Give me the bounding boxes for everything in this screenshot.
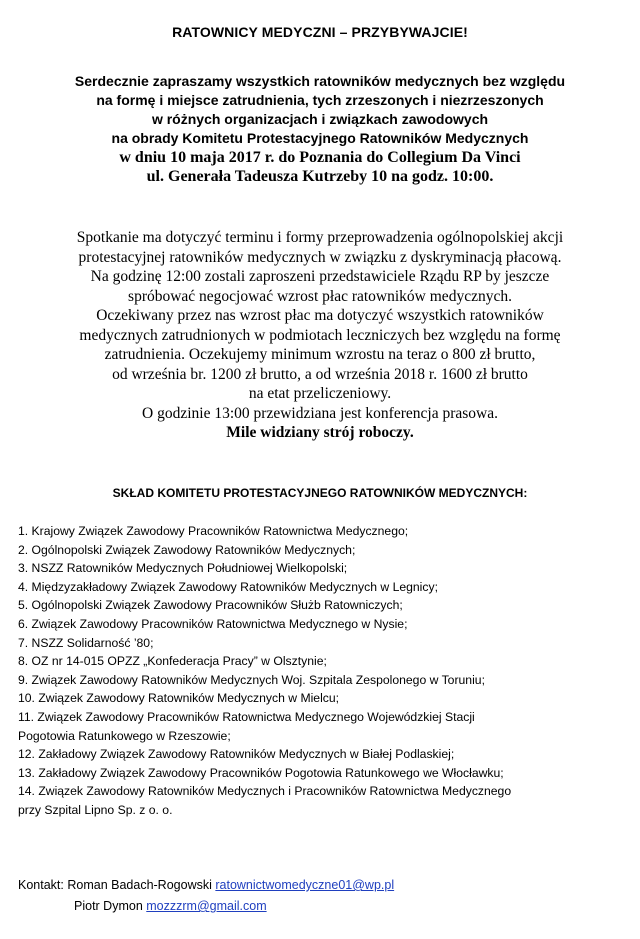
description-line: protestacyjnej ratowników medycznych w związku z dyskryminacją płacową. bbox=[78, 248, 562, 266]
list-item: 13. Zakładowy Związek Zawodowy Pracowników Pogotowia Ratunkowego we Włocławku; bbox=[18, 765, 504, 780]
invitation-line: w różnych organizacjach i związkach zawodowych bbox=[151, 111, 489, 127]
contact-row-1 bbox=[18, 875, 628, 896]
contact-person-name: Roman Badach-Rogowski bbox=[67, 878, 212, 892]
invitation-line: na obrady Komitetu Protestacyjnego Ratowników Medycznych bbox=[111, 130, 529, 146]
list-item: 9. Związek Zawodowy Ratowników Medycznych Woj. Szpitala Zespolonego w Toruniu; bbox=[18, 672, 485, 687]
description-line: O godzinie 13:00 przewidziana jest konferencja prasowa. bbox=[142, 404, 498, 422]
description-line: Spotkanie ma dotyczyć terminu i formy przeprowadzenia ogólnopolskiej akcji bbox=[76, 229, 564, 246]
description-line: od września br. 1200 zł brutto, a od września 2018 r. 1600 zł brutto bbox=[112, 365, 528, 383]
committee-heading: SKŁAD KOMITETU PROTESTACYJNEGO RATOWNIKÓW MEDYCZNYCH: bbox=[112, 486, 528, 500]
description-line: Oczekiwany przez nas wzrost płac ma dotyczyć wszystkich ratowników bbox=[96, 307, 544, 324]
contact-email-link[interactable]: mozzzrm@gmail.com bbox=[146, 899, 267, 913]
dress-code-note: Mile widziany strój roboczy. bbox=[226, 424, 414, 441]
invitation-line: Serdecznie zapraszamy wszystkich ratowników medycznych bez względu bbox=[74, 73, 566, 89]
meeting-description bbox=[0, 228, 640, 443]
list-item: 6. Związek Zawodowy Pracowników Ratownictwa Medycznego w Nysie; bbox=[18, 616, 408, 631]
invitation-line: na formę i miejsce zatrudnienia, tych zrzeszonych i niezrzeszonych bbox=[96, 92, 544, 108]
description-line: na etat przeliczeniowy. bbox=[248, 385, 392, 402]
list-item: 10. Związek Zawodowy Ratowników Medycznych w Mielcu; bbox=[18, 691, 340, 706]
contact-label: Kontakt: bbox=[18, 878, 64, 892]
list-item: 2. Ogólnopolski Związek Zawodowy Ratowników Medycznych; bbox=[18, 542, 356, 557]
invitation-paragraph bbox=[0, 72, 640, 186]
description-line: Na godzinę 12:00 zostali zaproszeni przedstawiciele Rządu RP by jeszcze bbox=[90, 268, 550, 285]
list-item: 12. Zakładowy Związek Zawodowy Ratowników Medycznych w Białej Podlaskiej; bbox=[18, 747, 455, 762]
contact-row-2 bbox=[18, 896, 628, 917]
contact-section bbox=[18, 875, 628, 917]
list-item: przy Szpital Lipno Sp. z o. o. bbox=[18, 802, 173, 817]
list-item: 7. NSZZ Solidarność ’80; bbox=[18, 635, 154, 650]
description-line: medycznych zatrudnionych w podmiotach leczniczych bez względu na formę bbox=[79, 326, 561, 344]
description-line: spróbować negocjować wzrost płac ratowników medycznych. bbox=[128, 287, 512, 305]
meeting-address-line: ul. Generała Tadeusza Kutrzeby 10 na godz. 10:00. bbox=[146, 168, 494, 185]
list-item: 1. Krajowy Związek Zawodowy Pracowników Ratownictwa Medycznego; bbox=[18, 524, 409, 538]
page-title: RATOWNICY MEDYCZNI – PRZYBYWAJCIE! bbox=[172, 24, 468, 40]
list-item: 4. Międzyzakładowy Związek Zawodowy Ratowników Medycznych w Legnicy; bbox=[18, 579, 438, 594]
description-line: zatrudnienia. Oczekujemy minimum wzrostu na teraz o 800 zł brutto, bbox=[104, 346, 536, 363]
list-item: Pogotowia Ratunkowego w Rzeszowie; bbox=[18, 728, 231, 743]
list-item: 14. Związek Zawodowy Ratowników Medycznych i Pracowników Ratownictwa Medycznego bbox=[18, 784, 512, 799]
list-item: 5. Ogólnopolski Związek Zawodowy Pracowników Służb Ratowniczych; bbox=[18, 598, 403, 613]
list-item: 11. Związek Zawodowy Pracowników Ratownictwa Medycznego Wojewódzkiej Stacji bbox=[18, 709, 475, 724]
list-item: 3. NSZZ Ratowników Medycznych Południowej Wielkopolski; bbox=[18, 561, 348, 576]
meeting-date-line: w dniu 10 maja 2017 r. do Poznania do Collegium Da Vinci bbox=[119, 149, 521, 166]
list-item: 8. OZ nr 14-015 OPZZ „Konfederacja Pracy” w Olsztynie; bbox=[18, 654, 327, 669]
contact-person-name: Piotr Dymon bbox=[74, 899, 143, 913]
contact-email-link[interactable]: ratownictwomedyczne01@wp.pl bbox=[215, 878, 395, 892]
committee-member-list bbox=[18, 522, 628, 820]
